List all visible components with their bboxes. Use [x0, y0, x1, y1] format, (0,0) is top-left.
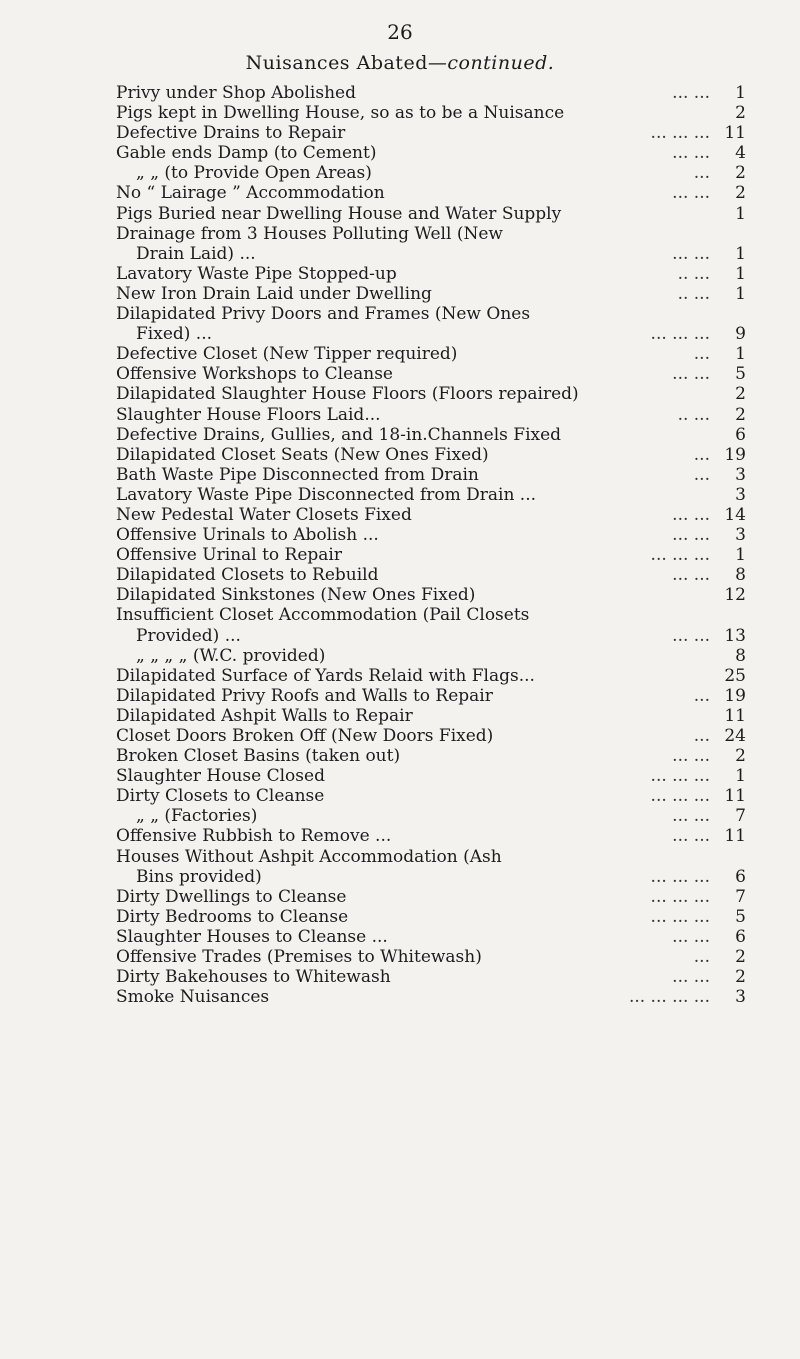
list-item [116, 83, 746, 103]
leader-dots: .. ... [677, 263, 710, 284]
nuisance-label: Lavatory Waste Pipe Disconnected from Drain ... [116, 484, 537, 505]
nuisance-label: Offensive Trades (Premises to Whitewash) [116, 947, 482, 968]
list-item [116, 405, 746, 425]
nuisance-count: 1 [735, 83, 746, 103]
nuisance-label: Dirty Bedrooms to Cleanse [116, 906, 349, 927]
nuisance-count: 1 [735, 283, 746, 304]
nuisance-label: Dilapidated Surface of Yards Relaid with Flags... [116, 665, 535, 686]
leader-dots: ... ... [672, 625, 710, 646]
leader-dots: ... ... [672, 143, 710, 164]
nuisance-label: „ „ (Factories) [136, 806, 258, 827]
leader-dots: ... [693, 444, 710, 465]
list-item [116, 224, 746, 244]
nuisance-count: 5 [735, 906, 746, 927]
list-item [116, 143, 746, 163]
list-item [116, 465, 746, 485]
nuisance-label: Dirty Closets to Cleanse [116, 786, 325, 807]
list-item [116, 183, 746, 203]
leader-dots: ... [693, 685, 710, 706]
nuisance-count: 9 [735, 324, 746, 345]
nuisance-count: 19 [724, 685, 746, 706]
nuisance-label: Defective Closet (New Tipper required) [116, 344, 458, 365]
leader-dots: ... ... [672, 806, 710, 827]
nuisance-count: 3 [735, 987, 746, 1008]
leader-dots: ... [693, 726, 710, 746]
nuisance-label: Dirty Bakehouses to Whitewash [116, 967, 391, 988]
heading-main: Nuisances Abated [245, 52, 428, 74]
nuisance-label: Gable ends Damp (to Cement) [116, 143, 377, 164]
page-number: 26 [387, 20, 413, 44]
leader-dots: ... ... ... [650, 886, 710, 907]
nuisance-label: Closet Doors Broken Off (New Doors Fixed) [116, 726, 494, 746]
list-item [116, 927, 746, 947]
list-item [116, 425, 746, 445]
nuisance-label: New Iron Drain Laid under Dwelling [116, 283, 432, 304]
list-item [116, 987, 746, 1007]
leader-dots: ... ... [672, 83, 710, 103]
nuisance-count: 2 [735, 183, 746, 204]
heading-suffix: —continued. [427, 52, 555, 74]
leader-dots: ... [693, 464, 710, 485]
nuisance-label: Slaughter House Closed [116, 766, 325, 787]
nuisance-label: Dilapidated Slaughter House Floors (Floors repaired) [116, 384, 579, 405]
nuisance-label: No “ Lairage ” Accommodation [116, 183, 385, 204]
nuisance-count: 7 [735, 886, 746, 907]
leader-dots: ... ... ... ... [628, 987, 710, 1008]
nuisance-count: 6 [735, 926, 746, 947]
nuisance-count: 1 [735, 263, 746, 284]
list-item [116, 726, 746, 746]
nuisance-label: Houses Without Ashpit Accommodation (Ash [116, 846, 502, 867]
nuisance-label: Defective Drains to Repair [116, 123, 346, 144]
nuisance-label: Bath Waste Pipe Disconnected from Drain [116, 464, 479, 485]
leader-dots: ... ... [672, 504, 710, 525]
nuisance-label: Dilapidated Privy Doors and Frames (New Ones [116, 304, 531, 325]
list-item [116, 525, 746, 545]
leader-dots: ... [693, 947, 710, 968]
list-item [116, 103, 746, 123]
nuisance-count: 1 [735, 545, 746, 566]
nuisance-count: 1 [735, 203, 746, 224]
nuisance-count: 6 [735, 424, 746, 445]
nuisance-count: 2 [735, 163, 746, 184]
nuisance-count: 12 [724, 585, 746, 606]
nuisance-count: 11 [724, 786, 746, 807]
nuisance-label: New Pedestal Water Closets Fixed [116, 504, 412, 525]
leader-dots: ... ... ... [650, 906, 710, 927]
nuisance-count: 24 [724, 726, 746, 746]
nuisance-count: 3 [735, 484, 746, 505]
list-item [116, 605, 746, 625]
nuisance-label: Broken Closet Basins (taken out) [116, 746, 401, 767]
nuisance-count: 2 [735, 967, 746, 988]
list-item [116, 766, 746, 786]
nuisance-label: Dirty Dwellings to Cleanse [116, 886, 347, 907]
leader-dots: ... ... [672, 926, 710, 947]
list-item [116, 806, 746, 826]
nuisance-label: Offensive Urinal to Repair [116, 545, 342, 566]
list-item [116, 163, 746, 183]
nuisance-count: 14 [724, 504, 746, 525]
nuisance-count: 19 [724, 444, 746, 465]
nuisance-count: 3 [735, 464, 746, 485]
leader-dots: ... ... [672, 364, 710, 385]
leader-dots: ... [693, 344, 710, 365]
nuisance-label: Drain Laid) ... [136, 243, 256, 264]
list-item [116, 585, 746, 605]
leader-dots: ... ... [672, 746, 710, 767]
nuisance-count: 2 [735, 746, 746, 767]
nuisance-count: 2 [735, 947, 746, 968]
nuisance-count: 1 [735, 243, 746, 264]
list-item [116, 686, 746, 706]
nuisance-label: Dilapidated Sinkstones (New Ones Fixed) [116, 585, 476, 606]
nuisance-label: Privy under Shop Abolished [116, 83, 356, 103]
nuisance-count: 8 [735, 645, 746, 666]
list-item [116, 907, 746, 927]
list-item [116, 264, 746, 284]
nuisance-label: Pigs kept in Dwelling House, so as to be a Nuisance [116, 103, 565, 124]
list-item [116, 626, 746, 646]
list-item [116, 847, 746, 867]
list-item [116, 867, 746, 887]
leader-dots: ... ... ... [650, 866, 710, 887]
nuisance-label: Slaughter Houses to Cleanse ... [116, 926, 388, 947]
nuisance-count: 11 [724, 705, 746, 726]
leader-dots: .. ... [677, 404, 710, 425]
list-item [116, 384, 746, 404]
leader-dots: ... ... ... [650, 786, 710, 807]
nuisance-count: 2 [735, 103, 746, 124]
nuisance-label: Dilapidated Privy Roofs and Walls to Repair [116, 685, 493, 706]
nuisance-count: 11 [724, 123, 746, 144]
nuisance-list [116, 83, 746, 1007]
list-item [116, 304, 746, 324]
leader-dots: ... ... [672, 243, 710, 264]
leader-dots: ... ... [672, 967, 710, 988]
leader-dots: ... ... [672, 565, 710, 586]
page-heading [0, 52, 800, 74]
nuisance-count: 11 [724, 826, 746, 847]
leader-dots: ... ... ... [650, 766, 710, 787]
list-item [116, 344, 746, 364]
list-item [116, 324, 746, 344]
list-item [116, 244, 746, 264]
nuisance-label: „ „ (to Provide Open Areas) [136, 163, 372, 184]
nuisance-label: „ „ „ „ (W.C. provided) [136, 645, 326, 666]
list-item [116, 364, 746, 384]
nuisance-label: Bins provided) [136, 866, 262, 887]
leader-dots: ... ... [672, 826, 710, 847]
list-item [116, 123, 746, 143]
nuisance-count: 7 [735, 806, 746, 827]
list-item [116, 204, 746, 224]
list-item [116, 706, 746, 726]
nuisance-count: 2 [735, 404, 746, 425]
nuisance-label: Provided) ... [136, 625, 241, 646]
nuisance-label: Drainage from 3 Houses Polluting Well (New [116, 223, 503, 244]
nuisance-label: Slaughter House Floors Laid... [116, 404, 381, 425]
leader-dots: ... ... [672, 183, 710, 204]
nuisance-count: 8 [735, 565, 746, 586]
leader-dots: ... ... [672, 525, 710, 546]
list-item [116, 887, 746, 907]
list-item [116, 485, 746, 505]
nuisance-label: Lavatory Waste Pipe Stopped-up [116, 263, 397, 284]
list-item [116, 646, 746, 666]
nuisance-label: Offensive Urinals to Abolish ... [116, 525, 379, 546]
nuisance-label: Pigs Buried near Dwelling House and Water Supply [116, 203, 562, 224]
list-item [116, 505, 746, 525]
nuisance-label: Dilapidated Closets to Rebuild [116, 565, 379, 586]
nuisance-label: Fixed) ... [136, 324, 213, 345]
nuisance-count: 5 [735, 364, 746, 385]
nuisance-count: 2 [735, 384, 746, 405]
list-item [116, 786, 746, 806]
nuisance-count: 6 [735, 866, 746, 887]
nuisance-label: Offensive Workshops to Cleanse [116, 364, 393, 385]
nuisance-label: Dilapidated Closet Seats (New Ones Fixed) [116, 444, 489, 465]
nuisance-label: Insufficient Closet Accommodation (Pail Closets [116, 605, 530, 626]
nuisance-count: 1 [735, 344, 746, 365]
leader-dots: ... [693, 163, 710, 184]
nuisance-label: Offensive Rubbish to Remove ... [116, 826, 392, 847]
nuisance-count: 25 [724, 665, 746, 686]
nuisance-count: 13 [724, 625, 746, 646]
list-item [116, 545, 746, 565]
list-item [116, 746, 746, 766]
nuisance-label: Dilapidated Ashpit Walls to Repair [116, 705, 413, 726]
nuisance-label: Smoke Nuisances [116, 987, 270, 1008]
leader-dots: ... ... ... [650, 545, 710, 566]
list-item [116, 445, 746, 465]
leader-dots: ... ... ... [650, 324, 710, 345]
nuisance-label: Defective Drains, Gullies, and 18-in.Channels Fixed [116, 424, 562, 445]
nuisance-count: 1 [735, 766, 746, 787]
leader-dots: ... ... ... [650, 123, 710, 144]
list-item [116, 826, 746, 846]
list-item [116, 565, 746, 585]
list-item [116, 284, 746, 304]
nuisance-count: 3 [735, 525, 746, 546]
list-item [116, 666, 746, 686]
nuisance-count: 4 [735, 143, 746, 164]
leader-dots: .. ... [677, 283, 710, 304]
list-item [116, 947, 746, 967]
list-item [116, 967, 746, 987]
